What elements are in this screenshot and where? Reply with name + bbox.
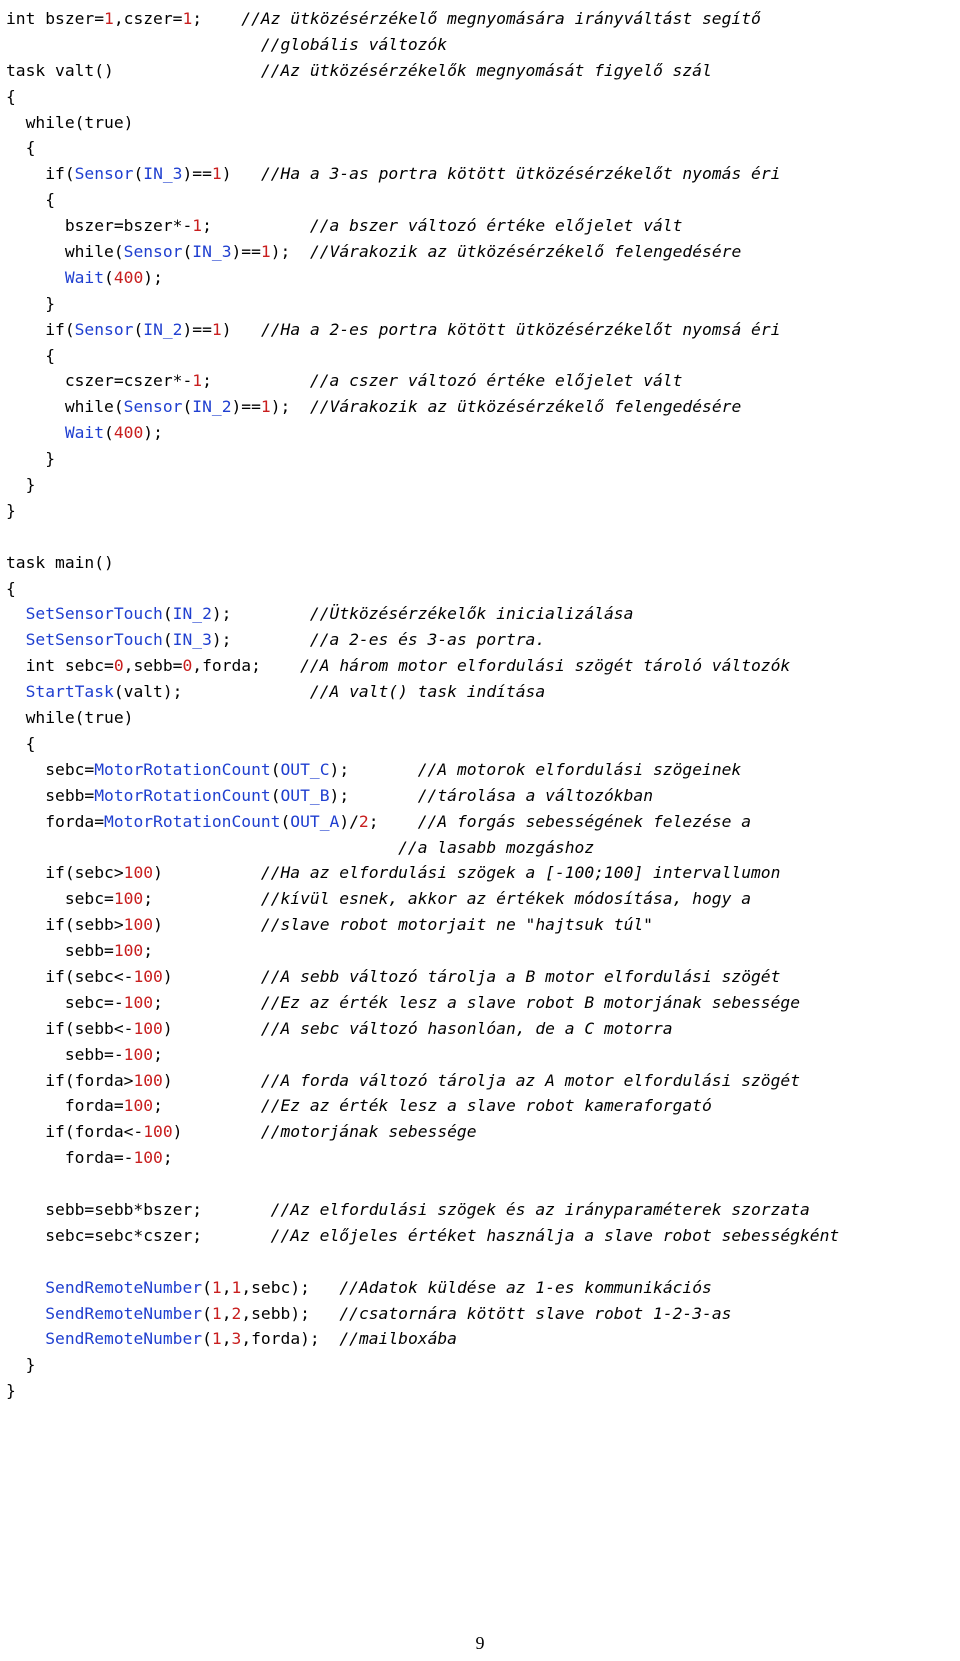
code-comment: //a cszer változó értéke előjelet vált bbox=[309, 371, 683, 391]
code-line bbox=[6, 1093, 956, 1119]
code-text: forda= bbox=[6, 811, 105, 831]
code-text: )== bbox=[182, 164, 212, 184]
code-text: ; bbox=[192, 9, 242, 28]
code-text: } bbox=[6, 1355, 36, 1375]
code-text bbox=[6, 35, 261, 54]
code-comment: //A forda változó tárolja az A motor elfordulási szögét bbox=[260, 1070, 801, 1090]
code-text: ; bbox=[368, 811, 418, 831]
code-text: ); bbox=[143, 267, 163, 287]
code-function: SetSensorTouch bbox=[25, 630, 163, 650]
code-number: 1 bbox=[260, 242, 271, 262]
code-number: 1 bbox=[192, 371, 203, 391]
code-comment: //A három motor elfordulási szögét tároló változók bbox=[300, 656, 791, 676]
code-function: Sensor bbox=[123, 242, 183, 262]
code-text: bszer=bszer*- bbox=[6, 216, 193, 236]
code-line bbox=[6, 757, 956, 783]
code-function: Sensor bbox=[74, 319, 134, 339]
code-comment: //Az ütközésérzékelők megnyomását figyelő szál bbox=[260, 60, 712, 80]
code-text: ; bbox=[202, 371, 310, 391]
code-function: StartTask bbox=[25, 682, 114, 702]
code-number: 400 bbox=[113, 267, 144, 287]
code-text: ; bbox=[153, 1096, 261, 1116]
code-line bbox=[6, 1016, 956, 1042]
code-text: ) bbox=[162, 966, 261, 986]
code-text: ( bbox=[162, 630, 173, 650]
code-line bbox=[6, 317, 956, 343]
code-text: { bbox=[6, 138, 36, 158]
code-text: ) bbox=[221, 319, 261, 339]
code-keyword: if(sebc<- bbox=[6, 966, 134, 986]
code-keyword: if(forda<- bbox=[6, 1122, 144, 1142]
code-line bbox=[6, 1171, 956, 1197]
code-keyword: if(sebc> bbox=[6, 863, 124, 883]
code-keyword: while( bbox=[6, 242, 124, 262]
code-number: 100 bbox=[133, 1018, 163, 1038]
code-line bbox=[6, 938, 956, 964]
code-text: , bbox=[221, 1277, 232, 1297]
code-function: Sensor bbox=[74, 164, 134, 184]
code-text: ( bbox=[133, 164, 144, 184]
code-line bbox=[6, 1352, 956, 1378]
code-line bbox=[6, 187, 956, 213]
code-text: ( bbox=[104, 423, 114, 443]
page-number: 9 bbox=[475, 1633, 485, 1653]
code-line bbox=[6, 161, 956, 187]
code-keyword: if(sebb<- bbox=[6, 1018, 134, 1038]
code-line bbox=[6, 550, 956, 576]
code-text: ) bbox=[162, 1018, 261, 1038]
code-text bbox=[6, 682, 26, 701]
code-text bbox=[6, 423, 65, 442]
code-text: ); bbox=[143, 423, 163, 443]
code-text: sebb= bbox=[6, 941, 114, 961]
code-function: MotorRotationCount bbox=[94, 759, 271, 779]
code-function: OUT_C bbox=[280, 759, 330, 779]
code-text bbox=[6, 604, 26, 623]
code-text: } bbox=[6, 293, 56, 313]
code-line bbox=[6, 1275, 956, 1301]
code-text: sebb= bbox=[6, 785, 95, 805]
code-function: SendRemoteNumber bbox=[45, 1329, 203, 1349]
code-number: 100 bbox=[143, 1122, 173, 1142]
code-function: SendRemoteNumber bbox=[45, 1303, 203, 1323]
code-number: 1 bbox=[211, 1277, 222, 1297]
code-comment: //A motorok elfordulási szögeinek bbox=[417, 759, 742, 779]
code-number: 100 bbox=[133, 1070, 163, 1090]
code-line bbox=[6, 990, 956, 1016]
code-number: 1 bbox=[211, 1303, 222, 1323]
code-line bbox=[6, 1042, 956, 1068]
code-text: ) bbox=[153, 915, 261, 935]
code-text: (valt); bbox=[113, 682, 310, 702]
code-keyword: int bszer= bbox=[6, 9, 105, 28]
code-function: Wait bbox=[64, 423, 105, 443]
code-number: 100 bbox=[113, 941, 144, 961]
code-comment: //Ha az elfordulási szögek a [-100;100] intervallumon bbox=[260, 863, 781, 883]
code-line bbox=[6, 886, 956, 912]
code-comment: //a lasabb mozgáshoz bbox=[398, 837, 595, 857]
code-comment: //A valt() task indítása bbox=[309, 682, 546, 702]
code-text: , bbox=[221, 1303, 232, 1323]
code-text: ; bbox=[153, 1044, 163, 1064]
code-comment: //Várakozik az ütközésérzékelő felengedésére bbox=[309, 242, 742, 262]
code-line bbox=[6, 912, 956, 938]
code-line bbox=[6, 1378, 956, 1404]
code-line bbox=[6, 239, 956, 265]
code-text: )== bbox=[231, 397, 261, 417]
code-line bbox=[6, 627, 956, 653]
code-number: 100 bbox=[133, 966, 163, 986]
code-keyword: while(true) bbox=[6, 708, 134, 728]
code-line bbox=[6, 1223, 956, 1249]
code-comment: //Várakozik az ütközésérzékelő felengedésére bbox=[309, 397, 742, 417]
code-text: ) bbox=[172, 1122, 261, 1142]
code-comment: //A sebb változó tárolja a B motor elfordulási szögét bbox=[260, 966, 781, 986]
code-text bbox=[6, 1304, 45, 1323]
code-number: 400 bbox=[113, 423, 144, 443]
code-text bbox=[6, 1329, 45, 1348]
code-comment: //globális változók bbox=[260, 34, 448, 54]
code-line bbox=[6, 32, 956, 58]
code-text: ); bbox=[329, 785, 418, 805]
code-number: 1 bbox=[104, 9, 114, 28]
code-comment: //kívül esnek, akkor az értékek módosítása, hogy a bbox=[260, 889, 751, 909]
code-number: 1 bbox=[260, 397, 271, 417]
code-line bbox=[6, 368, 956, 394]
code-line bbox=[6, 783, 956, 809]
code-number: 100 bbox=[113, 889, 144, 909]
code-function: IN_3 bbox=[143, 164, 183, 184]
code-text: ); bbox=[211, 630, 310, 650]
code-line bbox=[6, 576, 956, 602]
code-comment: //Adatok küldése az 1-es kommunikációs bbox=[339, 1277, 712, 1297]
code-line bbox=[6, 964, 956, 990]
code-text: ( bbox=[202, 1303, 212, 1323]
code-line bbox=[6, 1301, 956, 1327]
code-number: 1 bbox=[211, 1329, 222, 1349]
code-text: ; bbox=[202, 216, 310, 236]
code-keyword: task main() bbox=[6, 552, 114, 572]
code-number: 0 bbox=[113, 656, 124, 676]
code-text: ,sebb); bbox=[241, 1303, 340, 1323]
code-line bbox=[6, 731, 956, 757]
code-comment: //Ütközésérzékelők inicializálása bbox=[309, 604, 634, 624]
code-text: ( bbox=[182, 397, 193, 417]
code-number: 1 bbox=[211, 319, 222, 339]
code-function: IN_2 bbox=[143, 319, 183, 339]
code-line bbox=[6, 58, 956, 84]
code-keyword: while( bbox=[6, 397, 124, 417]
code-line bbox=[6, 213, 956, 239]
code-number: 1 bbox=[211, 164, 222, 184]
code-text: ( bbox=[202, 1329, 212, 1349]
code-comment: //A sebc változó hasonlóan, de a C motorra bbox=[260, 1018, 673, 1038]
code-function: OUT_A bbox=[290, 811, 340, 831]
code-line bbox=[6, 6, 956, 32]
code-text: ( bbox=[280, 811, 291, 831]
code-comment: //a 2-es és 3-as portra. bbox=[309, 630, 546, 650]
code-number: 0 bbox=[182, 656, 193, 676]
code-text: ,sebb= bbox=[123, 656, 183, 676]
code-text: } bbox=[6, 475, 36, 495]
code-text: ; bbox=[143, 889, 261, 909]
code-number: 100 bbox=[123, 992, 154, 1012]
code-text: ,cszer= bbox=[113, 9, 183, 28]
code-comment: //slave robot motorjait ne "hajtsuk túl" bbox=[260, 915, 653, 935]
code-text bbox=[6, 1278, 45, 1297]
code-number: 3 bbox=[231, 1329, 242, 1349]
code-text: ( bbox=[202, 1277, 212, 1297]
code-keyword: if( bbox=[6, 319, 75, 339]
code-comment: //Az ütközésérzékelő megnyomására irányváltást segítő bbox=[241, 9, 761, 28]
code-listing bbox=[6, 6, 956, 1404]
code-number: 100 bbox=[123, 1096, 154, 1116]
code-function: IN_2 bbox=[192, 397, 232, 417]
code-text: ( bbox=[182, 242, 193, 262]
code-text: ,sebc); bbox=[241, 1277, 340, 1297]
code-function: SendRemoteNumber bbox=[45, 1277, 203, 1297]
code-line bbox=[6, 1119, 956, 1145]
code-function: MotorRotationCount bbox=[104, 811, 281, 831]
code-text: ,forda); bbox=[241, 1329, 340, 1349]
code-comment: //Ez az érték lesz a slave robot B motorjának sebessége bbox=[260, 992, 801, 1012]
code-text: )== bbox=[231, 242, 261, 262]
code-text: ( bbox=[104, 267, 114, 287]
code-keyword: while(true) bbox=[6, 112, 134, 132]
code-text: ); bbox=[211, 604, 310, 624]
code-text: ; bbox=[153, 992, 261, 1012]
code-text: { bbox=[6, 345, 56, 365]
code-number: 2 bbox=[358, 811, 369, 831]
code-text: ( bbox=[270, 785, 281, 805]
code-keyword: task valt() bbox=[6, 60, 261, 80]
code-number: 2 bbox=[231, 1303, 242, 1323]
code-text: ; bbox=[143, 941, 154, 961]
code-line bbox=[6, 1326, 956, 1352]
code-line bbox=[6, 524, 956, 550]
code-line bbox=[6, 860, 956, 886]
code-number: 100 bbox=[133, 1148, 163, 1168]
code-line bbox=[6, 291, 956, 317]
code-text: cszer=cszer*- bbox=[6, 371, 193, 391]
code-line bbox=[6, 84, 956, 110]
code-comment: //tárolása a változókban bbox=[417, 785, 654, 805]
code-text: )/ bbox=[339, 811, 359, 831]
code-line bbox=[6, 1068, 956, 1094]
code-line bbox=[6, 809, 956, 835]
code-line bbox=[6, 265, 956, 291]
code-text: } bbox=[6, 500, 16, 520]
code-text: sebb=- bbox=[6, 1044, 124, 1064]
code-function: IN_3 bbox=[172, 630, 212, 650]
code-number: 100 bbox=[123, 1044, 154, 1064]
code-line bbox=[6, 472, 956, 498]
code-line bbox=[6, 110, 956, 136]
code-text: )== bbox=[182, 319, 212, 339]
code-line bbox=[6, 653, 956, 679]
code-text: sebc= bbox=[6, 759, 95, 779]
code-text: ) bbox=[153, 863, 261, 883]
code-keyword: if(sebb> bbox=[6, 915, 124, 935]
code-comment: //Ez az érték lesz a slave robot kameraforgató bbox=[260, 1096, 712, 1116]
code-text: ; bbox=[162, 1148, 173, 1168]
code-function: MotorRotationCount bbox=[94, 785, 271, 805]
code-comment: //motorjának sebessége bbox=[260, 1122, 477, 1142]
code-line bbox=[6, 1197, 956, 1223]
code-function: Wait bbox=[64, 267, 105, 287]
code-text: forda= bbox=[6, 1096, 124, 1116]
code-text: ( bbox=[162, 604, 173, 624]
code-text: } bbox=[6, 449, 56, 469]
code-line bbox=[6, 1145, 956, 1171]
code-text: ); bbox=[270, 397, 310, 417]
code-line bbox=[6, 446, 956, 472]
code-number: 1 bbox=[231, 1277, 242, 1297]
code-comment: //a bszer változó értéke előjelet vált bbox=[309, 216, 683, 236]
code-text: ); bbox=[329, 759, 418, 779]
code-line bbox=[6, 343, 956, 369]
code-line bbox=[6, 1249, 956, 1275]
code-comment: //Az előjeles értéket használja a slave robot sebességként bbox=[270, 1225, 840, 1245]
code-text: ( bbox=[270, 759, 281, 779]
code-text: ) bbox=[162, 1070, 261, 1090]
code-text: sebc=sebc*cszer; bbox=[6, 1225, 271, 1245]
code-number: 1 bbox=[182, 9, 193, 28]
code-text: ); bbox=[270, 242, 310, 262]
code-text: { bbox=[6, 578, 16, 598]
code-text: forda=- bbox=[6, 1148, 134, 1168]
code-function: Sensor bbox=[123, 397, 183, 417]
code-number: 100 bbox=[123, 915, 154, 935]
code-function: IN_2 bbox=[172, 604, 212, 624]
code-text bbox=[6, 268, 65, 287]
code-function: IN_3 bbox=[192, 242, 232, 262]
code-text: { bbox=[6, 86, 16, 106]
code-line bbox=[6, 498, 956, 524]
code-number: 100 bbox=[123, 863, 154, 883]
code-comment: //Az elfordulási szögek és az irányparaméterek szorzata bbox=[270, 1199, 810, 1219]
code-line bbox=[6, 601, 956, 627]
code-text: { bbox=[6, 190, 56, 210]
code-text: ( bbox=[133, 319, 144, 339]
code-line bbox=[6, 835, 956, 861]
code-text: sebc= bbox=[6, 889, 114, 909]
code-text: } bbox=[6, 1381, 16, 1401]
code-line bbox=[6, 679, 956, 705]
code-text: sebc=- bbox=[6, 992, 124, 1012]
code-keyword: if( bbox=[6, 164, 75, 184]
code-text bbox=[6, 838, 398, 857]
code-text: , bbox=[221, 1329, 232, 1349]
code-comment: //Ha a 2-es portra kötött ütközésérzékelőt nyomsá éri bbox=[260, 319, 781, 339]
code-line bbox=[6, 394, 956, 420]
code-function: OUT_B bbox=[280, 785, 330, 805]
code-line bbox=[6, 135, 956, 161]
code-text: ,forda; bbox=[192, 656, 301, 676]
code-comment: //A forgás sebességének felezése a bbox=[417, 811, 752, 831]
code-comment: //mailboxába bbox=[339, 1329, 457, 1349]
code-function: SetSensorTouch bbox=[25, 604, 163, 624]
code-text bbox=[6, 630, 26, 649]
code-text: { bbox=[6, 733, 36, 753]
code-line bbox=[6, 705, 956, 731]
code-comment: //Ha a 3-as portra kötött ütközésérzékelőt nyomás éri bbox=[260, 164, 781, 184]
code-line bbox=[6, 420, 956, 446]
code-number: 1 bbox=[192, 216, 203, 236]
code-text: sebb=sebb*bszer; bbox=[6, 1199, 271, 1219]
code-text: ) bbox=[221, 164, 261, 184]
code-keyword: int sebc= bbox=[6, 656, 114, 676]
code-keyword: if(forda> bbox=[6, 1070, 134, 1090]
code-comment: //csatornára kötött slave robot 1-2-3-as bbox=[339, 1303, 732, 1323]
